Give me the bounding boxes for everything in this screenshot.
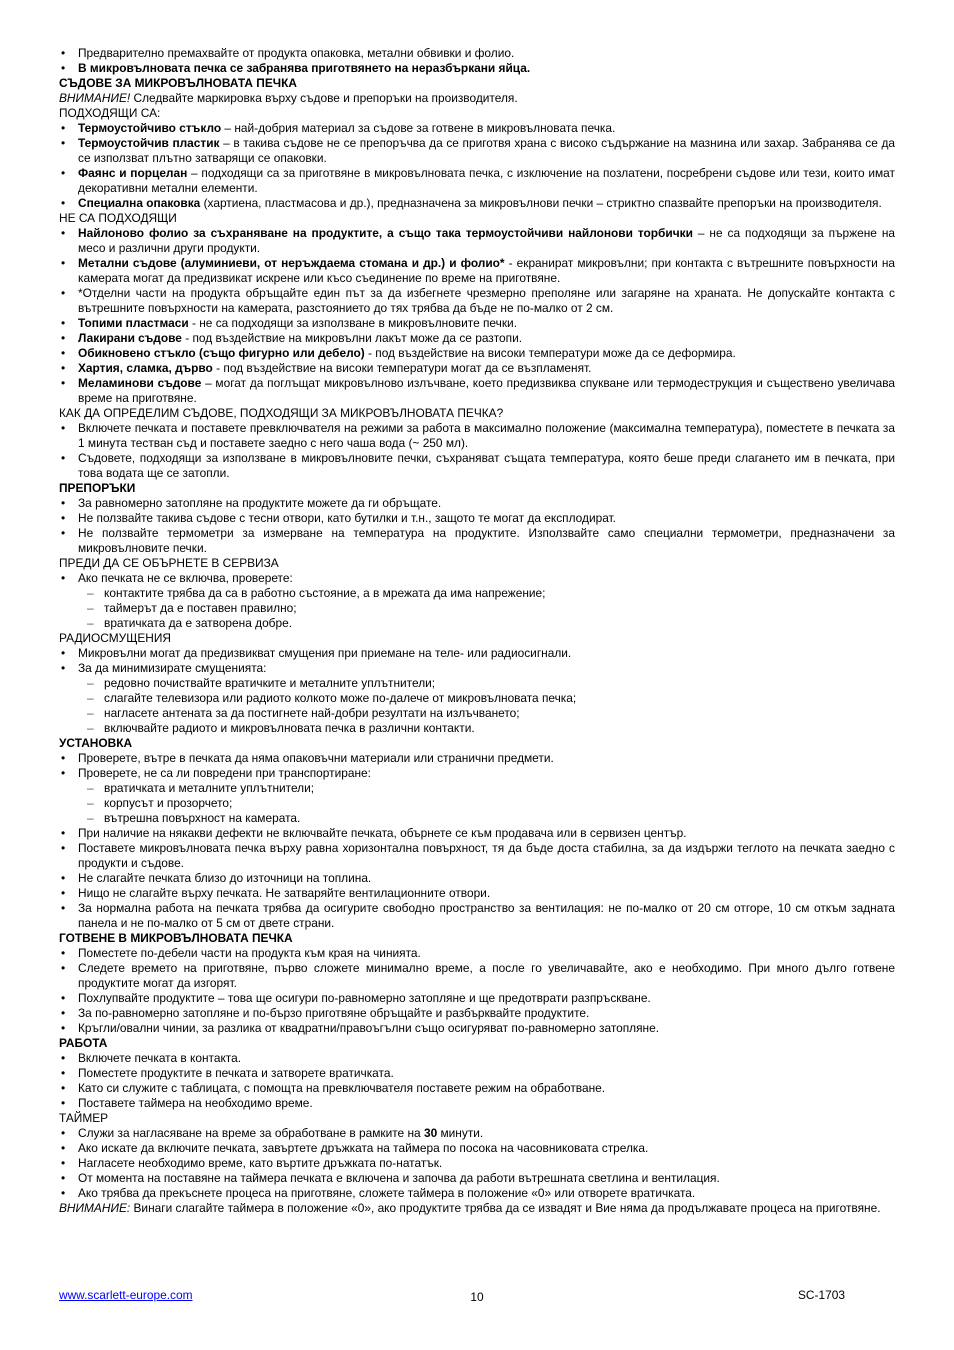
bullet-item xyxy=(59,961,895,991)
text-span: Ако искате да включите печката, завъртете дръжката на таймера по посока на часовниковата стрелка. xyxy=(78,1141,649,1155)
bold-text: В микровълновата печка се забранява приготвянето на неразбъркани яйца. xyxy=(78,61,531,75)
text-span: Нагласете необходимо време, като въртите дръжката по-нататък. xyxy=(78,1156,443,1170)
bold-text: Хартия, сламка, дърво xyxy=(78,361,213,375)
text-span: нагласете антената за да постигнете най-добри резултати на излъчването; xyxy=(104,706,520,720)
text-span: Съдовете, подходящи за използване в микровълновите печки, съхраняват същата температура, която беше преди слагането им в печката, при това водата ще се затопли. xyxy=(78,451,895,480)
model-number: SC-1703 xyxy=(798,1288,845,1302)
bold-text: Топими пластмаси xyxy=(78,316,189,330)
bullet-item xyxy=(59,886,895,901)
text-span: – в такива съдове не се препоръчва да се приготвя храна с високо съдържание на мазнина или захар. Забранява се да се използват плътно затварящи се опаковки. xyxy=(78,136,895,165)
bold-text: Термоустойчив пластик xyxy=(78,136,220,150)
bullet-item xyxy=(59,1066,895,1081)
italic-text: ВНИМАНИЕ! xyxy=(59,91,131,105)
text-span: – могат да поглъщат микровълново излъчване, което предизвиква спукване или термодеструкция и съществено увеличава време на приготвяне. xyxy=(78,376,895,405)
bold-text: Меламинови съдове xyxy=(78,376,202,390)
bullet-item xyxy=(59,841,895,871)
bullet-item xyxy=(59,511,895,526)
bullet-item xyxy=(59,61,895,76)
bullet-item xyxy=(59,331,895,346)
bullet-item xyxy=(59,871,895,886)
text-span: За да минимизирате смущенията: xyxy=(78,661,267,675)
text-span: Ако трябва да прекъснете процеса на приготвяне, сложете таймера в положение «0» или отворете вратичката. xyxy=(78,1186,696,1200)
dash-item xyxy=(59,721,895,736)
text-span: - не са подходящи за използване в микровълновите печки. xyxy=(188,316,517,330)
bold-text: Метални съдове (алуминиеви, от неръждаема стомана и др.) и фолио* xyxy=(78,256,505,270)
bullet-item xyxy=(59,826,895,841)
text-span: *Отделни части на продукта обръщайте един път за да избегнете чрезмерно преполяне или загаряне на храната. Не допускайте контакта с вътрешните повърхности на камерата, разстоянието до тях трябва да бъде не по-малко от 2 см. xyxy=(78,286,895,315)
bullet-item xyxy=(59,751,895,766)
bullet-item xyxy=(59,646,895,661)
text-span: РАБОТА xyxy=(59,1036,108,1050)
text-span: Включете печката в контакта. xyxy=(78,1051,242,1065)
text-span: КАК ДА ОПРЕДЕЛИМ СЪДОВЕ, ПОДХОДЯЩИ ЗА МИКРОВЪЛНОВАТА ПЕЧКА? xyxy=(59,406,504,420)
text-span: За по-равномерно затопляне и по-бързо приготвяне обръщайте и разбърквайте продуктите. xyxy=(78,1006,590,1020)
text-span: Поместете по-дебели части на продукта към края на чинията. xyxy=(78,946,421,960)
bullet-item xyxy=(59,496,895,511)
paragraph xyxy=(59,1201,895,1216)
bullet-item xyxy=(59,1096,895,1111)
text-span: слагайте телевизора или радиото колкото може по-далече от микровълновата печка; xyxy=(104,691,577,705)
text-span: Похлупвайте продуктите – това ще осигури по-равномерно затопляне и ще предотврати разпръскване. xyxy=(78,991,651,1005)
text-span: ПРЕПОРЪКИ xyxy=(59,481,136,495)
dash-item xyxy=(59,706,895,721)
bullet-item xyxy=(59,1171,895,1186)
text-span: Служи за нагласяване на време за обработване в рамките на xyxy=(78,1126,424,1140)
text-span: – най-добрия материал за съдове за готвене в микровълновата печка. xyxy=(221,121,616,135)
bullet-item xyxy=(59,316,895,331)
bullet-item xyxy=(59,1186,895,1201)
text-span: контактите трябва да са в работно състояние, а в мрежата да има напрежение; xyxy=(104,586,546,600)
bullet-item xyxy=(59,1156,895,1171)
text-span: От момента на поставяне на таймера печката е включена и започва да работи вътрешната светлина и вентилация. xyxy=(78,1171,720,1185)
dash-item xyxy=(59,616,895,631)
text-span: Винаги слагайте таймера в положение «0», ако продуктите трябва да се извадят и Вие няма да продължавате процеса на приготвяне. xyxy=(130,1201,881,1215)
page-footer xyxy=(59,1288,895,1304)
text-span: ПОДХОДЯЩИ СА: xyxy=(59,106,161,120)
section-heading xyxy=(59,1036,895,1051)
text-span: За нормална работа на печката трябва да осигурите свободно пространство за вентилация: не по-малко от 20 см отгоре, 10 см откъм задната панела и не по-малко от 5 см от двете страни. xyxy=(78,901,895,930)
bullet-item xyxy=(59,1141,895,1156)
bullet-item xyxy=(59,46,895,61)
bullet-item xyxy=(59,1126,895,1141)
dash-item xyxy=(59,586,895,601)
dash-item xyxy=(59,601,895,616)
section-heading xyxy=(59,736,895,751)
text-span: редовно почиствайте вратичките и металните уплътнители; xyxy=(104,676,436,690)
text-span: корпусът и прозорчето; xyxy=(104,796,233,810)
text-span: За равномерно затопляне на продуктите можете да ги обръщате. xyxy=(78,496,442,510)
paragraph xyxy=(59,91,895,106)
text-span: ПРЕДИ ДА СЕ ОБЪРНЕТЕ В СЕРВИЗА xyxy=(59,556,279,570)
text-span: Следвайте маркировка върху съдове и препоръки на производителя. xyxy=(130,91,518,105)
bullet-item xyxy=(59,121,895,136)
bullet-item xyxy=(59,1051,895,1066)
text-span: минути. xyxy=(437,1126,484,1140)
text-span: – подходящи са за приготвяне в микровълновата печка, с изключение на позлатени, посребрени съдове или тези, които имат декоративни метални елементи. xyxy=(78,166,895,195)
section-heading xyxy=(59,76,895,91)
text-span: ТАЙМЕР xyxy=(59,1111,109,1125)
bullet-item xyxy=(59,1081,895,1096)
text-span: При наличие на някакви дефекти не включвайте печката, обърнете се към продавача или в сервизен център. xyxy=(78,826,687,840)
dash-item xyxy=(59,781,895,796)
text-span: Кръгли/овални чинии, за разлика от квадратни/правоъгълни също осигуряват по-равномерно затопляне. xyxy=(78,1021,660,1035)
text-span: вратичката и металните уплътнители; xyxy=(104,781,315,795)
bold-text: Лакирани съдове xyxy=(78,331,182,345)
bullet-item xyxy=(59,1006,895,1021)
text-span: Предварително премахвайте от продукта опаковка, метални обвивки и фолио. xyxy=(78,46,515,60)
text-span: Поместете продуктите в печката и затворете вратичката. xyxy=(78,1066,394,1080)
italic-text: ВНИМАНИЕ: xyxy=(59,1201,131,1215)
paragraph xyxy=(59,556,895,571)
text-span: РАДИОСМУЩЕНИЯ xyxy=(59,631,172,645)
text-span: Ако печката не се включва, проверете: xyxy=(78,571,293,585)
bullet-item xyxy=(59,166,895,196)
text-span: СЪДОВЕ ЗА МИКРОВЪЛНОВАТА ПЕЧКА xyxy=(59,76,297,90)
paragraph xyxy=(59,631,895,646)
page-number: 10 xyxy=(470,1290,484,1304)
text-span: НЕ СА ПОДХОДЯЩИ xyxy=(59,211,177,225)
text-span: Проверете, не са ли повредени при транспортиране: xyxy=(78,766,371,780)
text-span: - под въздействие на микровълни лакът може да се разтопи. xyxy=(181,331,523,345)
bullet-item xyxy=(59,1021,895,1036)
text-span: Не слагайте печката близо до източници на топлина. xyxy=(78,871,372,885)
bullet-item xyxy=(59,286,895,316)
text-span: УСТАНОВКА xyxy=(59,736,133,750)
text-span: включвайте радиото и микровълновата печка в различни контакти. xyxy=(104,721,475,735)
text-span: - под въздействие на високи температури могат да се възпламенят. xyxy=(212,361,592,375)
bullet-item xyxy=(59,256,895,286)
text-span: Включете печката и поставете превключвателя на режими за работа в максимално положение (максимална температура), поместете в печката за 1 минута тестван съд и поставете заедно с него чаша вода (~ 250 мл). xyxy=(78,421,895,450)
bullet-item xyxy=(59,346,895,361)
bullet-item xyxy=(59,991,895,1006)
bullet-item xyxy=(59,376,895,406)
text-span: Поставете микровълновата печка върху равна хоризонтална повърхност, тя да бъде доста стабилна, за да издържи теглото на печката заедно с продукти и съдове. xyxy=(78,841,895,870)
bullet-item xyxy=(59,451,895,481)
bullet-item xyxy=(59,901,895,931)
text-span: - под въздействие на високи температури може да се деформира. xyxy=(364,346,736,360)
text-span: таймерът да е поставен правилно; xyxy=(104,601,297,615)
text-span: Нищо не слагайте върху печката. Не затваряйте вентилационните отвори. xyxy=(78,886,491,900)
bullet-item xyxy=(59,361,895,376)
section-heading xyxy=(59,481,895,496)
dash-item xyxy=(59,676,895,691)
paragraph xyxy=(59,106,895,121)
text-span: Не ползвайте термометри за измерване на температура на продуктите. Използвайте само специални термометри, предназначени за микровълновите печки. xyxy=(78,526,895,555)
bullet-item xyxy=(59,526,895,556)
bullet-item xyxy=(59,421,895,451)
paragraph xyxy=(59,406,895,421)
bold-text: 30 xyxy=(423,1126,438,1140)
text-span: вратичката да е затворена добре. xyxy=(104,616,293,630)
paragraph xyxy=(59,211,895,226)
document-body xyxy=(59,46,895,1216)
section-heading xyxy=(59,931,895,946)
bold-text: Специална опаковка xyxy=(78,196,201,210)
text-span: Като си служите с таблицата, с помощта на превключвателя поставете режим на обработване. xyxy=(78,1081,606,1095)
bold-text: Обикновено стъкло (също фигурно или дебело) xyxy=(78,346,365,360)
bullet-item xyxy=(59,946,895,961)
text-span: - екранират микровълни; при контакта с вътрешните повърхности на камерата могат да предизвикат искрене или късо съединение по време на приготвяне. xyxy=(78,256,895,285)
text-span: Микровълни могат да предизвикват смущения при приемане на теле- или радиосигнали. xyxy=(78,646,572,660)
bullet-item xyxy=(59,766,895,781)
dash-item xyxy=(59,691,895,706)
bullet-item xyxy=(59,196,895,211)
text-span: (хартиена, пластмасова и др.), предназначена за микровълнови печки – стриктно спазвайте препоръки на производителя. xyxy=(200,196,882,210)
website-link[interactable]: www.scarlett-europe.com xyxy=(59,1288,193,1302)
bold-text: Термоустойчиво стъкло xyxy=(78,121,222,135)
bullet-item xyxy=(59,661,895,676)
text-span: вътрешна повърхност на камерата. xyxy=(104,811,301,825)
text-span: Проверете, вътре в печката да няма опаковъчни материали или странични предмети. xyxy=(78,751,554,765)
text-span: Поставете таймера на необходимо време. xyxy=(78,1096,313,1110)
bullet-item xyxy=(59,226,895,256)
bold-text: Найлоново фолио за съхраняване на продуктите, а също така термоустойчиви найлонови торбички xyxy=(78,226,693,240)
text-span: Следете времето на приготвяне, първо сложете минимално време, а после го увеличавайте, ако е необходимо. При много дълго готвене продуктите могат да изгорят. xyxy=(78,961,895,990)
text-span: ГОТВЕНЕ В МИКРОВЪЛНОВАТА ПЕЧКА xyxy=(59,931,293,945)
paragraph xyxy=(59,1111,895,1126)
bullet-item xyxy=(59,136,895,166)
text-span: Не ползвайте такива съдове с тесни отвори, като бутилки и т.н., защото те могат да експлодират. xyxy=(78,511,616,525)
dash-item xyxy=(59,811,895,826)
text-span: – не са подходящи за пържене на месо и различни други продукти. xyxy=(78,226,896,255)
bold-text: Фаянс и порцелан xyxy=(78,166,188,180)
dash-item xyxy=(59,796,895,811)
bullet-item xyxy=(59,571,895,586)
